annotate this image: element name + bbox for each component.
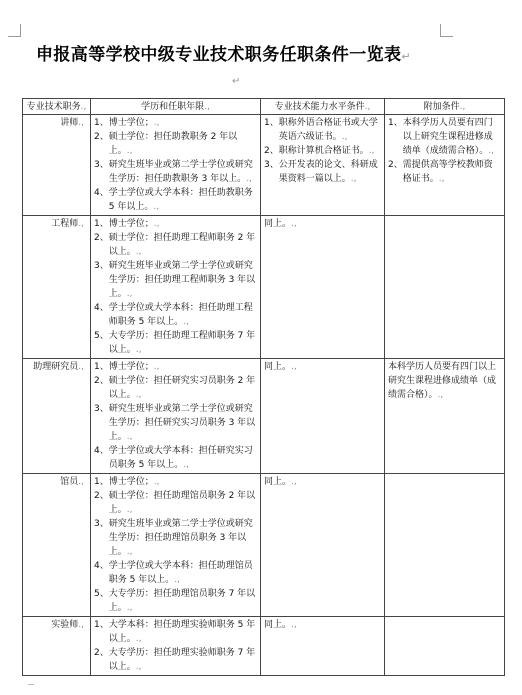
- requirement-value: 博士学位；: [108, 118, 154, 128]
- additional-cell[interactable]: [385, 359, 505, 474]
- page-corner-mark: [28, 684, 34, 693]
- ability-cell[interactable]: [261, 216, 385, 359]
- item-number: 3、: [94, 519, 109, 529]
- item-number: 2、: [94, 132, 109, 142]
- item-number: 1、: [94, 620, 109, 630]
- item-number: 2、: [264, 146, 279, 156]
- cell-mark: .,: [153, 219, 160, 229]
- position-title: 讲师: [60, 118, 79, 128]
- item-number: 1、: [94, 477, 109, 487]
- table-row: [23, 115, 505, 216]
- cell-mark: .,: [78, 477, 84, 487]
- requirement-value: 大学本科：担任助理实验师职务 5 年以上。: [108, 620, 256, 644]
- requirement-item: [94, 186, 257, 214]
- requirement-item: [94, 475, 257, 489]
- requirement-value: 研究生班毕业或第二学士学位或研究生学历：担任助教职务 3 年以上。: [108, 160, 253, 184]
- cell-mark: .,: [153, 362, 160, 372]
- requirement-value: 硕士学位：担任研究实习员职务 2 年以上。: [108, 376, 256, 400]
- additional-item: [388, 158, 501, 186]
- table-row: [23, 359, 505, 474]
- item-number: 4、: [94, 446, 109, 456]
- header-cell[interactable]: [385, 99, 505, 115]
- empty-paragraph-mark: ↵: [232, 76, 241, 87]
- requirement-text: [109, 444, 257, 472]
- page-corner-mark: [8, 24, 21, 37]
- qualification-table[interactable]: [22, 98, 505, 676]
- ability-text: [279, 144, 381, 158]
- requirements-cell[interactable]: [91, 115, 261, 216]
- requirement-list: [94, 217, 257, 357]
- additional-cell[interactable]: [385, 216, 505, 359]
- cell-mark: .,: [488, 146, 494, 156]
- requirement-value: 学士学位或大学本科：担任助理工程师职务 5 年以上。: [108, 303, 253, 327]
- position-cell[interactable]: [23, 216, 91, 359]
- requirement-value: 硕士学位：担任助教职务 2 年以上。: [108, 132, 238, 156]
- cell-mark: .,: [291, 219, 297, 229]
- cell-mark: .,: [78, 118, 84, 128]
- requirement-item: [94, 329, 257, 357]
- item-number: 4、: [94, 303, 109, 313]
- requirement-list: [94, 116, 257, 214]
- requirement-item: [94, 301, 257, 329]
- item-number: 1、: [388, 118, 403, 128]
- cell-mark: .,: [341, 132, 348, 142]
- requirement-text: [109, 217, 257, 231]
- ability-cell[interactable]: [261, 474, 385, 617]
- requirement-value: 研究生班毕业或第二学士学位或研究生学历：担任助理馆员职务 3 年以上。: [108, 519, 253, 557]
- cell-mark: .,: [78, 219, 84, 229]
- ability-value: 公开发表的论文、科研成果资料一篇以上。: [278, 160, 378, 184]
- ability-item: [264, 158, 381, 186]
- additional-cell[interactable]: [385, 115, 505, 216]
- cell-mark: .,: [291, 477, 297, 487]
- cell-mark: .,: [437, 390, 444, 400]
- item-number: 3、: [94, 160, 109, 170]
- requirement-value: 博士学位；: [108, 219, 154, 229]
- cell-mark: .,: [364, 102, 371, 112]
- header-title: 专业技术职务: [26, 102, 81, 112]
- cell-mark: .,: [291, 620, 297, 630]
- item-number: 5、: [94, 589, 109, 599]
- cell-mark: .,: [174, 575, 180, 585]
- requirement-item: [94, 587, 257, 615]
- requirement-list: [94, 618, 257, 674]
- item-number: 4、: [94, 188, 109, 198]
- requirement-text: [109, 489, 257, 517]
- ability-value: 职称外语合格证书或大学英语六级证书。: [278, 118, 378, 142]
- table-row: [23, 617, 505, 676]
- item-number: 2、: [94, 491, 109, 501]
- cell-mark: .,: [204, 102, 210, 112]
- table-body: [23, 115, 505, 676]
- position-title: 实验师: [51, 620, 79, 630]
- cell-mark: .,: [126, 505, 133, 515]
- requirement-value: 大专学历：担任助理馆员职务 7 年以上。: [108, 589, 256, 613]
- ability-cell[interactable]: [261, 617, 385, 676]
- additional-cell[interactable]: [385, 474, 505, 617]
- document-title-text: 申报高等学校中级专业技术职务任职条件一览表: [36, 45, 402, 65]
- requirement-value: 博士学位；: [108, 362, 154, 372]
- ability-item: [264, 144, 381, 158]
- cell-mark: .,: [291, 362, 297, 372]
- requirement-value: 学士学位或大学本科：担任研究实习员职务 5 年以上。: [108, 446, 253, 470]
- cell-mark: .,: [135, 345, 142, 355]
- requirement-text: [109, 402, 257, 444]
- cell-mark: .,: [183, 317, 189, 327]
- item-number: 1、: [94, 362, 109, 372]
- requirement-text: [109, 360, 257, 374]
- requirement-item: [94, 217, 257, 231]
- cell-mark: .,: [183, 460, 189, 470]
- additional-list: [388, 116, 501, 186]
- position-cell[interactable]: [23, 115, 91, 216]
- header-cell[interactable]: [261, 99, 385, 115]
- requirement-list: [94, 475, 257, 615]
- table-row: [23, 474, 505, 617]
- requirement-text: [109, 231, 257, 259]
- cell-mark: .,: [135, 662, 142, 672]
- item-number: 3、: [94, 261, 109, 271]
- requirement-value: 博士学位；: [108, 477, 154, 487]
- requirement-value: 硕士学位：担任助理馆员职务 2 年以上。: [108, 491, 256, 515]
- item-number: 2、: [94, 233, 109, 243]
- header-cell[interactable]: [91, 99, 261, 115]
- item-number: 1、: [94, 118, 109, 128]
- cell-mark: .,: [126, 432, 133, 442]
- item-number: 2、: [94, 376, 109, 386]
- requirements-cell[interactable]: [91, 474, 261, 617]
- header-requirements: 学历和任职年限: [141, 102, 205, 112]
- item-number: 5、: [94, 331, 109, 341]
- ability-value: 同上。: [264, 362, 292, 372]
- requirement-text: [109, 517, 257, 559]
- ability-value: 同上。: [264, 477, 292, 487]
- header-additional: 附加条件: [423, 102, 460, 112]
- requirement-text: [109, 587, 257, 615]
- requirement-text: [109, 301, 257, 329]
- requirements-cell[interactable]: [91, 617, 261, 676]
- ability-text: [279, 158, 381, 186]
- header-cell[interactable]: [23, 99, 91, 115]
- item-number: 2、: [388, 160, 403, 170]
- page-corner-mark: [440, 24, 453, 37]
- requirement-text: [109, 618, 257, 646]
- requirement-text: [109, 559, 257, 587]
- item-number: 4、: [94, 561, 109, 571]
- ability-list: [264, 116, 381, 186]
- cell-mark: .,: [438, 174, 445, 184]
- position-cell[interactable]: [23, 474, 91, 617]
- ability-text: [279, 116, 381, 144]
- item-number: 2、: [94, 648, 109, 658]
- position-cell[interactable]: [23, 617, 91, 676]
- additional-value: 需提供高等学校教师资格证书。: [402, 160, 493, 184]
- requirement-item: [94, 374, 257, 402]
- position-cell[interactable]: [23, 359, 91, 474]
- requirement-text: [109, 329, 257, 357]
- cell-mark: .,: [126, 289, 133, 299]
- requirement-item: [94, 360, 257, 374]
- item-number: 3、: [94, 404, 109, 414]
- additional-item: [388, 116, 501, 158]
- cell-mark: .,: [153, 202, 160, 212]
- cell-mark: .,: [126, 603, 133, 613]
- ability-item: [264, 116, 381, 144]
- requirement-list: [94, 360, 257, 472]
- requirement-item: [94, 259, 257, 301]
- requirement-item: [94, 130, 257, 158]
- additional-cell[interactable]: [385, 617, 505, 676]
- cell-mark: .,: [368, 146, 375, 156]
- header-ability: 专业技术能力水平条件: [274, 102, 365, 112]
- document-title[interactable]: [36, 40, 411, 65]
- requirement-text: [109, 475, 257, 489]
- requirements-cell[interactable]: [91, 216, 261, 359]
- requirement-text: [109, 259, 257, 301]
- additional-text: [403, 116, 501, 158]
- requirement-item: [94, 444, 257, 472]
- requirement-value: 大专学历：担任助理实验师职务 7 年以上。: [108, 648, 256, 672]
- position-title: 助理研究员: [33, 362, 79, 372]
- requirement-value: 学士学位或大学本科：担任助教职务 5 年以上。: [108, 188, 253, 212]
- requirement-text: [109, 158, 257, 186]
- item-number: 3、: [264, 160, 279, 170]
- ability-cell[interactable]: [261, 359, 385, 474]
- additional-value: 本科学历人员要有四门以上研究生课程进修成绩单（成绩需合格）。: [388, 362, 497, 400]
- additional-value: 本科学历人员要有四门以上研究生课程进修成绩单（成绩需合格）。: [402, 118, 493, 156]
- cell-mark: .,: [459, 102, 466, 112]
- ability-cell[interactable]: [261, 115, 385, 216]
- cell-mark: .,: [135, 247, 142, 257]
- requirements-cell[interactable]: [91, 359, 261, 474]
- item-number: 1、: [94, 219, 109, 229]
- requirement-item: [94, 646, 257, 674]
- requirement-value: 研究生班毕业或第二学士学位或研究生学历：担任助理工程师职务 3 年以上。: [108, 261, 256, 299]
- position-title: 工程师: [51, 219, 79, 229]
- requirement-text: [109, 646, 257, 674]
- requirement-value: 硕士学位：担任助理工程师职务 2 年以上。: [108, 233, 256, 257]
- requirement-item: [94, 231, 257, 259]
- requirement-text: [109, 186, 257, 214]
- cell-mark: .,: [135, 390, 142, 400]
- cell-mark: .,: [153, 477, 160, 487]
- cell-mark: .,: [126, 547, 133, 557]
- table-header-row: [23, 99, 505, 115]
- paragraph-mark: ↵: [401, 50, 412, 63]
- cell-mark: .,: [80, 102, 87, 112]
- requirement-item: [94, 559, 257, 587]
- item-number: 1、: [264, 118, 279, 128]
- requirement-item: [94, 158, 257, 186]
- cell-mark: .,: [246, 174, 252, 184]
- cell-mark: .,: [78, 620, 84, 630]
- ability-value: 职称计算机合格证书。: [278, 146, 369, 156]
- cell-mark: .,: [135, 634, 142, 644]
- requirement-item: [94, 489, 257, 517]
- requirement-text: [109, 116, 257, 130]
- requirement-item: [94, 517, 257, 559]
- requirement-text: [109, 374, 257, 402]
- requirement-item: [94, 402, 257, 444]
- cell-mark: .,: [153, 118, 160, 128]
- requirement-text: [109, 130, 257, 158]
- ability-value: 同上。: [264, 620, 292, 630]
- requirement-value: 学士学位或大学本科：担任助理馆员职务 5 年以上。: [108, 561, 253, 585]
- ability-value: 同上。: [264, 219, 292, 229]
- cell-mark: .,: [350, 174, 357, 184]
- position-title: 馆员: [60, 477, 79, 487]
- additional-text: [403, 158, 501, 186]
- requirement-item: [94, 116, 257, 130]
- requirement-value: 大专学历：担任助理工程师职务 7 年以上。: [108, 331, 256, 355]
- requirement-item: [94, 618, 257, 646]
- cell-mark: .,: [78, 362, 84, 372]
- table-row: [23, 216, 505, 359]
- requirement-value: 研究生班毕业或第二学士学位或研究生学历：担任研究实习员职务 3 年以上。: [108, 404, 256, 442]
- cell-mark: .,: [126, 146, 133, 156]
